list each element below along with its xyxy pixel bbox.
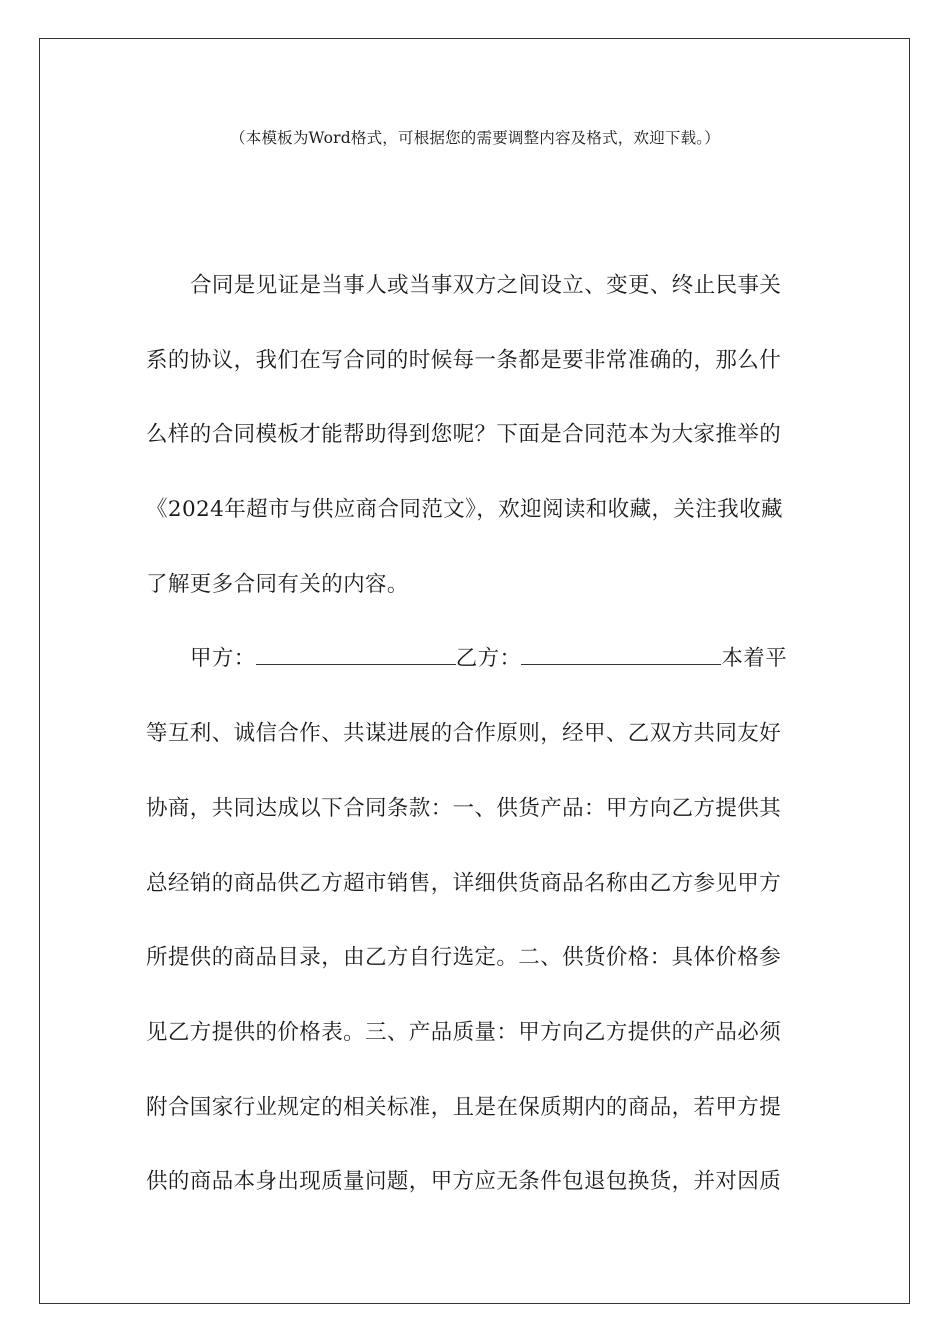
- party-b-blank: [521, 642, 721, 665]
- intro-line: 系的协议，我们在写合同的时候每一条都是要非常准确的，那么什: [146, 347, 782, 373]
- parties-line: [146, 637, 806, 712]
- intro-line: 了解更多合同有关的内容。: [146, 571, 409, 597]
- contract-body: [146, 264, 806, 1235]
- party-a-label: 甲方：: [190, 646, 256, 672]
- clause-line: 所提供的商品目录，由乙方自行选定。二、供货价格：具体价格参: [146, 945, 782, 971]
- template-note: （本模板为Word格式，可根据您的需要调整内容及格式，欢迎下载。）: [230, 129, 720, 147]
- party-a-blank: [256, 642, 456, 665]
- intro-line: 合同是见证是当事人或当事双方之间设立、变更、终止民事关: [190, 273, 782, 298]
- clause-line: 附合国家行业规定的相关标准，且是在保质期内的商品，若甲方提: [146, 1094, 782, 1120]
- intro-line: 么样的合同模板才能帮助得到您呢？下面是合同范本为大家推举的: [146, 422, 782, 448]
- clause-line: 总经销的商品供乙方超市销售，详细供货商品名称由乙方参见甲方: [146, 870, 782, 896]
- clause-line: 见乙方提供的价格表。三、产品质量：甲方向乙方提供的产品必须: [146, 1019, 782, 1045]
- parties-trailing-text: 本着平: [721, 646, 788, 672]
- intro-line: 《2024年超市与供应商合同范文》，欢迎阅读和收藏，关注我收藏: [146, 497, 783, 523]
- party-b-label: 乙方：: [455, 646, 522, 672]
- clause-line: 协商，共同达成以下合同条款：一、供货产品：甲方向乙方提供其: [146, 795, 782, 821]
- clause-line: 等互利、诚信合作、共谋进展的合作原则，经甲、乙双方共同友好: [146, 721, 782, 747]
- clause-line: 供的商品本身出现质量问题，甲方应无条件包退包换货，并对因质: [146, 1169, 782, 1195]
